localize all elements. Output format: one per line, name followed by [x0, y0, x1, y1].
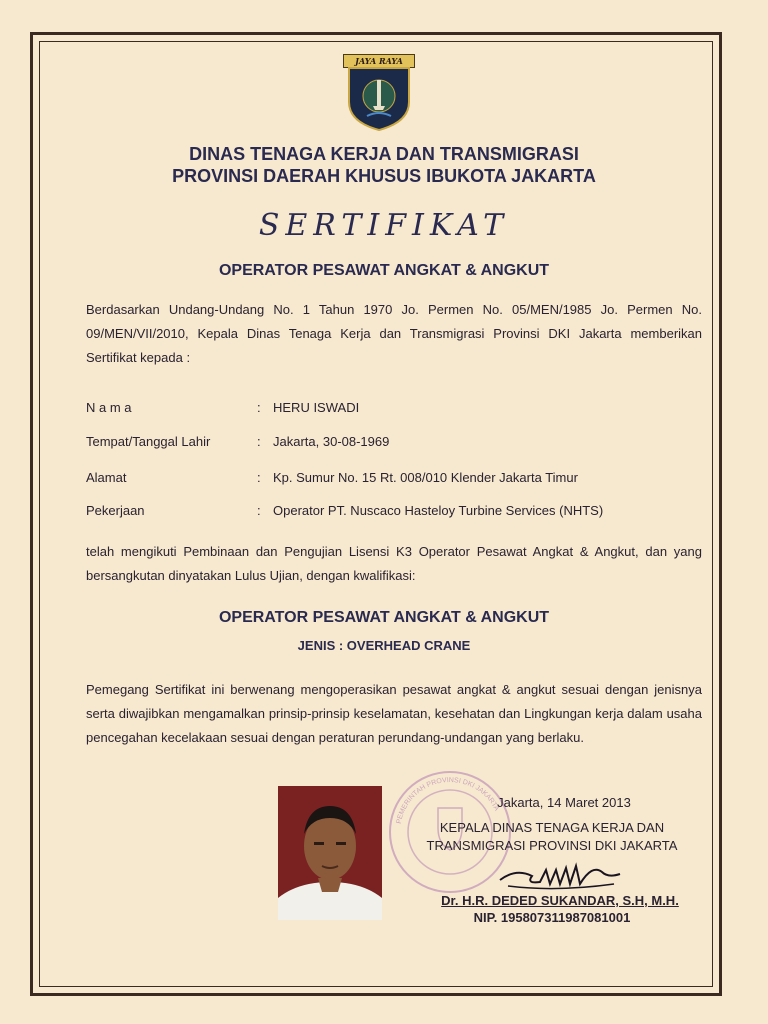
- field-value-name: HERU ISWADI: [273, 400, 360, 415]
- field-value-address: Kp. Sumur No. 15 Rt. 008/010 Klender Jakarta Timur: [273, 470, 578, 485]
- field-label-name: N a m a: [86, 400, 132, 415]
- field-colon: :: [257, 503, 261, 518]
- qualification-type: JENIS : OVERHEAD CRANE: [297, 638, 471, 653]
- signatory-role-line1: KEPALA DINAS TENAGA KERJA DAN: [439, 820, 665, 835]
- issue-place-date: Jakarta, 14 Maret 2013: [497, 795, 631, 810]
- emblem-banner: JAYA RAYA: [343, 54, 415, 68]
- agency-name-line2: PROVINSI DAERAH KHUSUS IBUKOTA JAKARTA: [172, 166, 596, 186]
- signatory-name: Dr. H.R. DEDED SUKANDAR, S.H, M.H.: [441, 893, 679, 908]
- signatory-role-line2: TRANSMIGRASI PROVINSI DKI JAKARTA: [426, 838, 678, 853]
- agency-name-line1: DINAS TENAGA KERJA DAN TRANSMIGRASI: [189, 144, 579, 164]
- field-colon: :: [257, 400, 261, 415]
- field-value-occupation: Operator PT. Nuscaco Hasteloy Turbine Services (NHTS): [273, 503, 604, 518]
- field-label-address: Alamat: [86, 470, 127, 485]
- field-label-birth: Tempat/Tanggal Lahir: [86, 434, 211, 449]
- qualification-heading: OPERATOR PESAWAT ANGKAT & ANGKUT: [218, 609, 550, 626]
- legal-basis-paragraph: Berdasarkan Undang-Undang No. 1 Tahun 1970 Jo. Permen No. 05/MEN/1985 Jo. Permen No. 09/MEN/VII/2010, Kepala Dinas Tenaga Kerja dan Transmigrasi Provinsi DKI Jakarta memberikan Sertifikat kepada :: [86, 302, 702, 365]
- authority-paragraph: Pemegang Sertifikat ini berwenang mengoperasikan pesawat angkat & angkut sesuai dengan jenisnya serta diwajibkan mengamalkan prinsip-prinsip keselamatan, kesehatan dan Lingkungan kerja dalam usaha pencegahan kecelakaan sesuai dengan peraturan perundang-undangan yang berlaku.: [86, 682, 702, 745]
- field-colon: :: [257, 434, 261, 449]
- jakarta-emblem-icon: [343, 54, 415, 132]
- holder-photo: [278, 786, 382, 920]
- field-value-birth: Jakarta, 30-08-1969: [273, 434, 390, 449]
- certificate-subtitle: OPERATOR PESAWAT ANGKAT & ANGKUT: [218, 262, 550, 279]
- exam-statement-paragraph: telah mengikuti Pembinaan dan Pengujian Lisensi K3 Operator Pesawat Angkat & Angkut, dan yang bersangkutan dinyatakan Lulus Ujian, dengan kwalifikasi:: [86, 544, 702, 583]
- signatory-nip: NIP. 195807311987081001: [473, 910, 631, 925]
- stamp-text: PEMERINTAH PROVINSI DKI JAKARTA: [395, 776, 500, 825]
- certificate-title: SERTIFIKAT: [258, 208, 510, 243]
- field-colon: :: [257, 470, 261, 485]
- field-label-occupation: Pekerjaan: [86, 503, 145, 518]
